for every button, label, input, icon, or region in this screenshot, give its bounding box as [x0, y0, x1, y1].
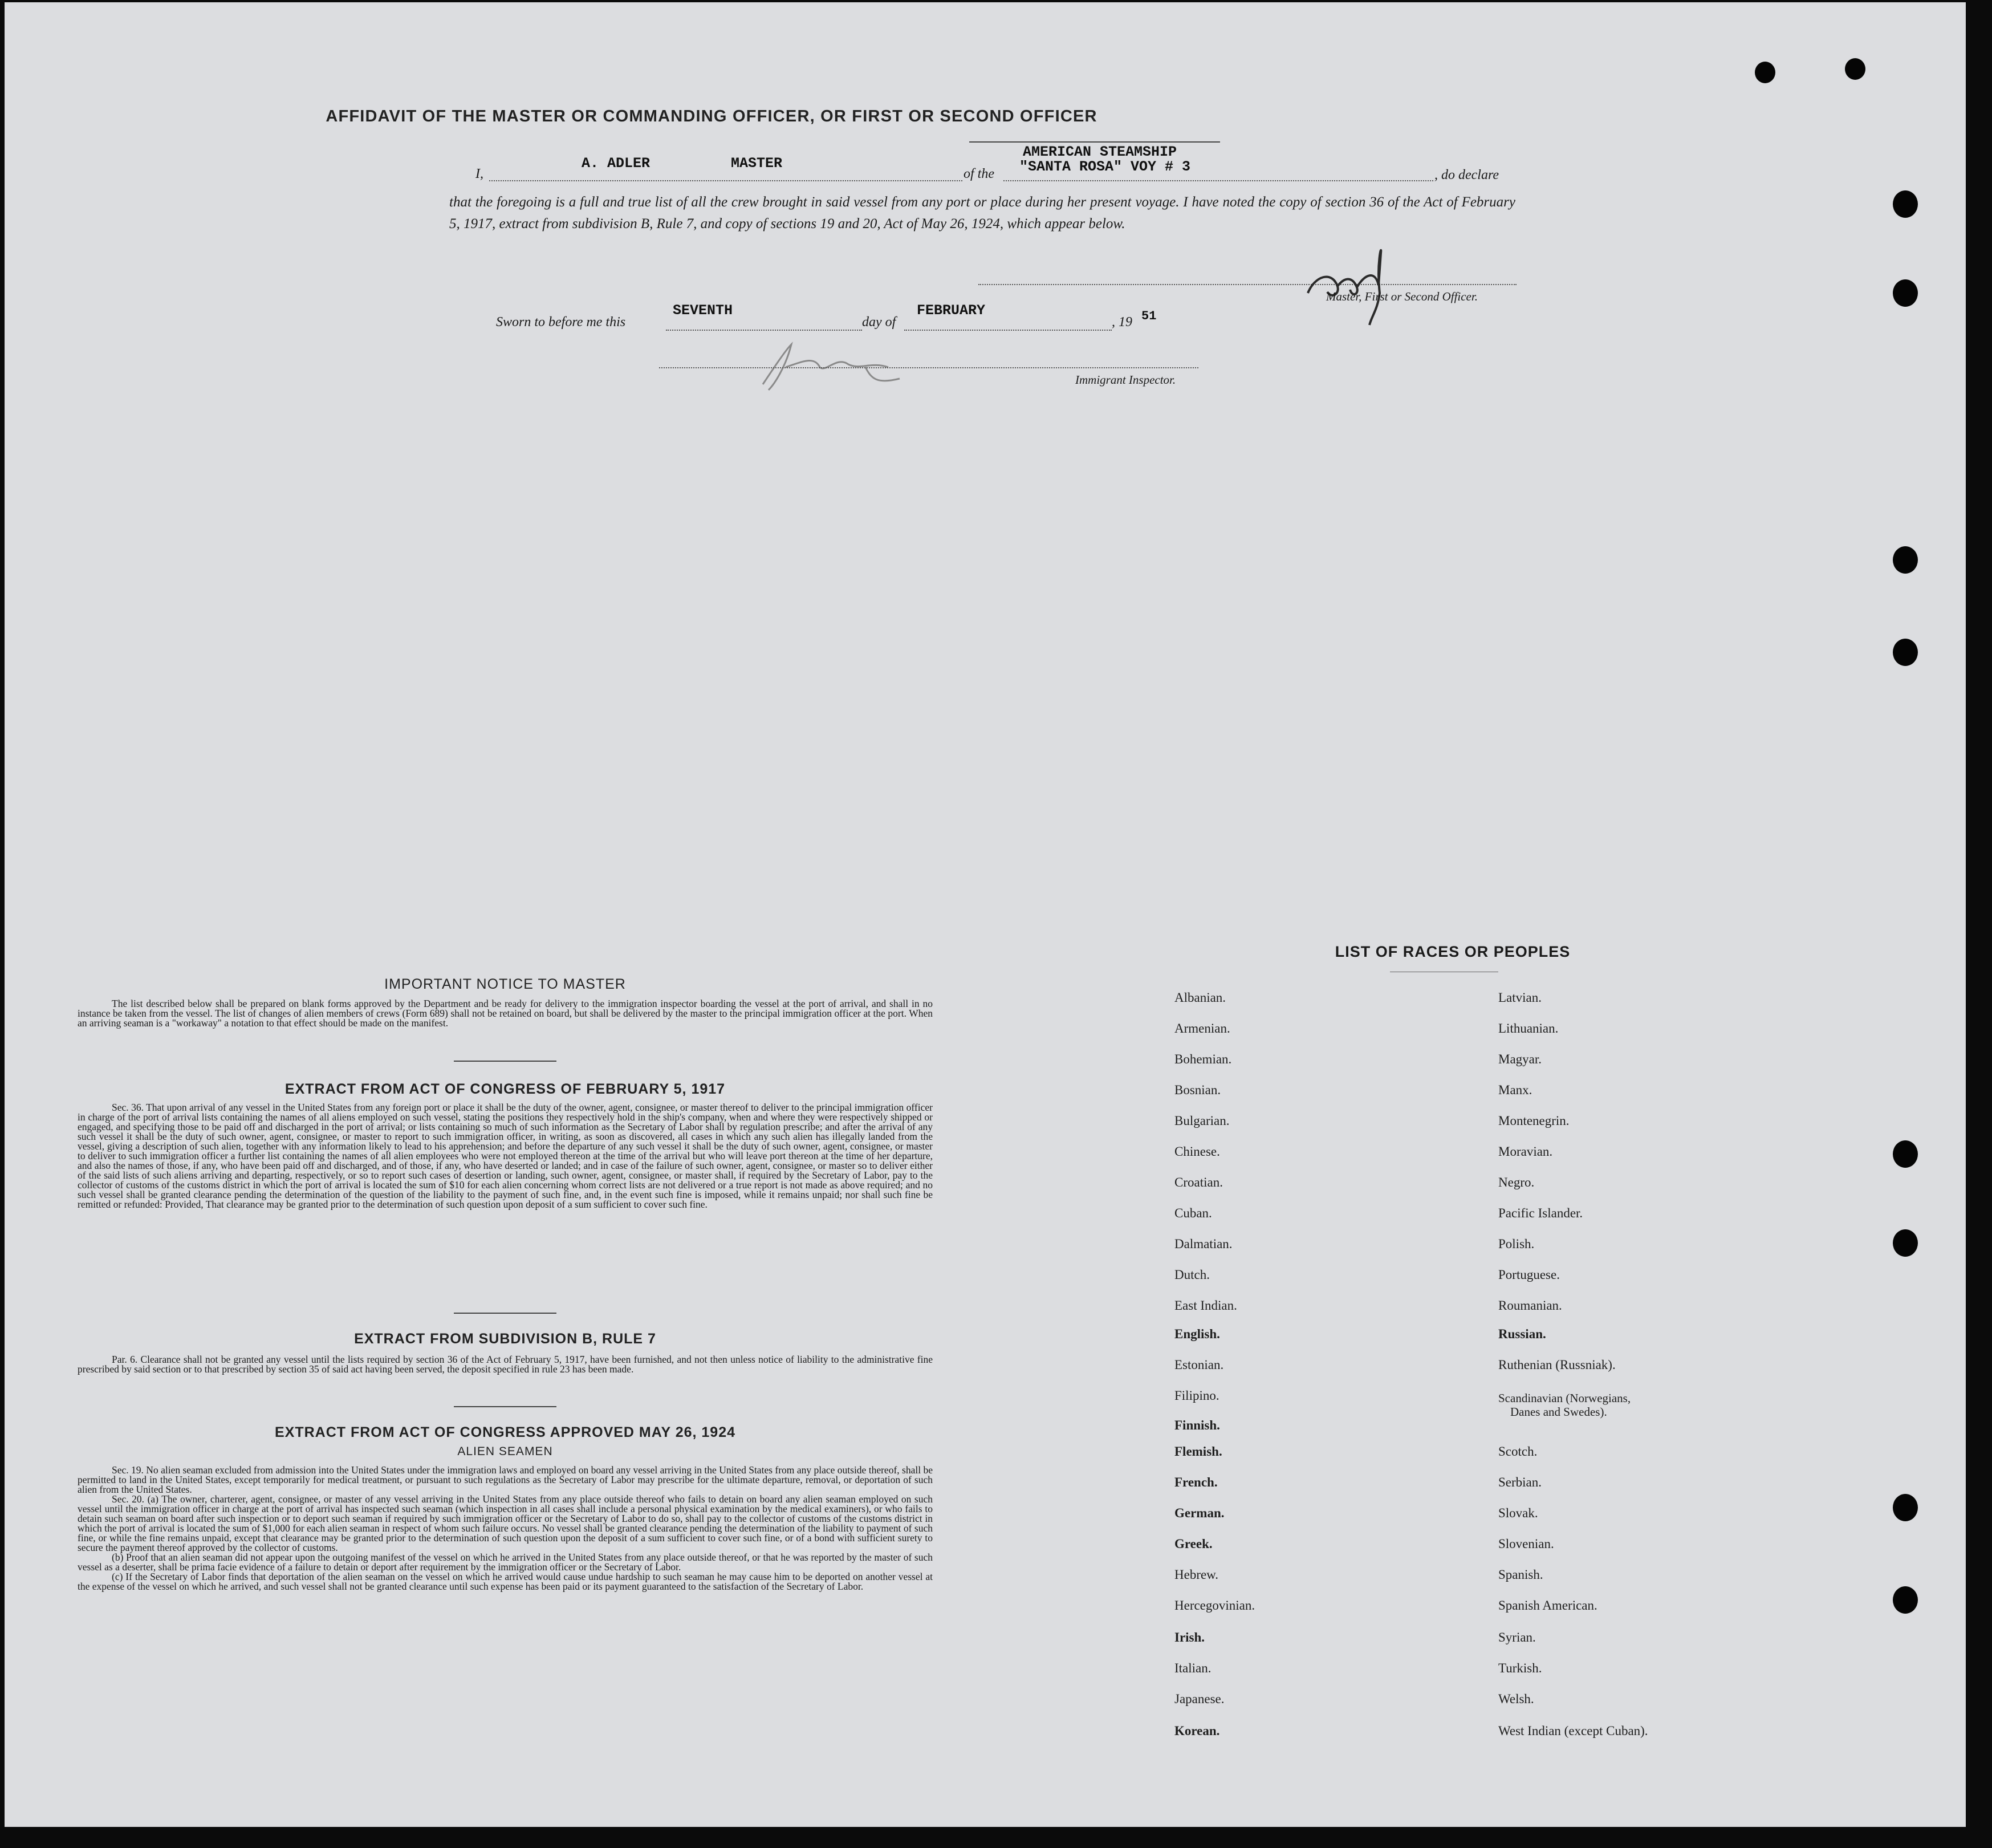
master-name: A. ADLER — [582, 155, 651, 172]
race-item: Pacific Islander. — [1498, 1206, 1583, 1220]
section-divider — [454, 1061, 556, 1062]
punch-hole-icon — [1893, 1586, 1918, 1614]
race-item: Turkish. — [1498, 1661, 1542, 1675]
race-item: Hercegovinian. — [1174, 1598, 1255, 1613]
race-item: Spanish American. — [1498, 1598, 1597, 1613]
sworn-year: 51 — [1141, 309, 1157, 323]
race-item: Bohemian. — [1174, 1052, 1232, 1066]
year-prefix: , 19 — [1112, 315, 1132, 330]
punch-hole-icon — [1893, 639, 1918, 666]
race-item: Cuban. — [1174, 1206, 1212, 1220]
race-item: Spanish. — [1498, 1567, 1543, 1582]
race-item: Chinese. — [1174, 1144, 1220, 1159]
race-item: Greek. — [1174, 1537, 1213, 1551]
section-20c-paragraph: (c) If the Secretary of Labor finds that deportation of the alien seaman on the vessel on which he arrived would cause undue hardship to such seaman he may cause him to be deported on another vessel at the expense of the vessel on which he arrived, and such vessel shall not be granted clearance until such expense has been paid or its payment guaranteed to the satisfaction of the Secretary of Labor. — [78, 1571, 933, 1592]
race-item: Irish. — [1174, 1630, 1205, 1644]
race-item: Russian. — [1498, 1327, 1546, 1341]
race-item: Albanian. — [1174, 990, 1226, 1005]
day-line — [666, 330, 862, 331]
master-signature-icon — [1298, 230, 1412, 327]
race-item: Hebrew. — [1174, 1567, 1219, 1582]
section-divider — [454, 1313, 556, 1314]
race-item: Dalmatian. — [1174, 1237, 1233, 1251]
vessel-line — [1003, 180, 1433, 181]
master-signature-line — [978, 284, 1517, 285]
notice-title: IMPORTANT NOTICE TO MASTER — [384, 976, 626, 992]
race-item: East Indian. — [1174, 1298, 1237, 1313]
race-item: English. — [1174, 1327, 1220, 1341]
extract-1924-text — [78, 1465, 933, 1591]
race-item: Negro. — [1498, 1175, 1535, 1189]
section-19-paragraph: Sec. 19. No alien seaman excluded from admission into the United States under the immigration laws and employed on board any vessel arriving in the United States from any place outside thereof, shall be permitted to land in the United States, except temporarily for medical treatment, or pursuant to such regulations as the Secretary of Labor may prescribe for the ultimate departure, removal, or deportation of such alien from the United States. — [78, 1464, 933, 1495]
race-item: German. — [1174, 1506, 1225, 1520]
sworn-month: FEBRUARY — [917, 302, 986, 319]
section-20a-paragraph: Sec. 20. (a) The owner, charterer, agent, consignee, or master of any vessel arriving in the United States from any place outside thereof who fails to detain on board any alien seaman employed on such vessel until the immigration officer in charge at the port of arrival has inspected such seaman (which inspection in all cases shall include a personal physical examination by the medical examiners), or who fails to detain such seaman on board after such inspection or to deport such seaman if required by such immigration officer or the Secretary of Labor to do so, shall pay to the collector of customs of the customs district in which the port of arrival is located the sum of $1,000 for each alien seaman in respect of whom such failure occurs. No vessel shall be granted clearance pending the determination of the liability to payment of such fine, or while the fine remains unpaid, except that clearance may be granted prior to the determination of such question upon the deposit of a sum sufficient to cover such fine, or of a bond with sufficient surety to secure the payment thereof approved by the collector of customs. — [78, 1493, 933, 1553]
sworn-day: SEVENTH — [673, 302, 733, 319]
affidavit-body: that the foregoing is a full and true list of all the crew brought in said vessel from any port or place during her present voyage. I have noted the copy of section 36 of the Act of February 5, 1917, extract from subdivision B, Rule 7, and copy of sections 19 and 20, Act of May 26, 1924, which appear below. — [449, 194, 1515, 231]
i-label: I, — [475, 166, 483, 181]
notice-text — [78, 999, 933, 1028]
section-36-paragraph: Sec. 36. That upon arrival of any vessel in the United States from any foreign port or place it shall be the duty of the owner, agent, consignee, or master thereof to deliver to the principal immigration officer in charge of the port of arrival lists containing the names of all aliens employed on such vessel, stating the positions they respectively hold in the ship's company, when and where they were respectively shipped or engaged, and specifying those to be paid off and discharged in the port of arrival; or lists containing so much of such information as the Secretary of Labor shall by regulation prescribe; and after the arrival of any such vessel it shall be the duty of such owner, agent, consignee, or master to report to such immigration officer, in writing, as soon as discovered, all cases in which any such alien has illegally landed from the vessel, giving a description of such alien, together with any information likely to lead to his apprehension; and before the departure of any such vessel it shall be the duty of such owner, agent, consignee, or master to deliver to such immigration officer a further list containing the names of all alien employees who were not employed thereon at the time of the arrival but who will leave port thereon at the time of her departure, and also the names of those, if any, who have been paid off and discharged, and of those, if any, who have deserted or landed; and in case of the failure of such owner, agent, consignee, or master so to deliver either of the said lists of such aliens arriving and departing, respectively, or so to report such cases of desertion or landing, such owner, agent, consignee, or master shall, if required by the Secretary of Labor, pay to the collector of customs of the customs district in which the port of arrival is located the sum of $10 for each alien concerning whom correct lists are not delivered or a true report is not made as above required; and no such vessel shall be granted clearance pending the determination of the question of the liability to the payment of such fine, and, in the event such fine is imposed, while it remains unpaid; nor shall such fine be remitted or refunded: Provided, That clearance may be granted prior to the determination of such question upon deposit of a sum sufficient to cover such fine. — [78, 1102, 933, 1210]
race-item: Ruthenian (Russniak). — [1498, 1358, 1616, 1372]
race-item: French. — [1174, 1475, 1218, 1489]
inspector-signature-line — [659, 367, 1198, 368]
race-item: Portuguese. — [1498, 1268, 1560, 1282]
inspector-label: Immigrant Inspector. — [1075, 373, 1176, 387]
race-item: West Indian (except Cuban). — [1498, 1724, 1648, 1738]
notice-paragraph: The list described below shall be prepared on blank forms approved by the Department and be ready for delivery to the immigration inspector boarding the vessel at the port of arrival, and shall in no instance be taken from the vessel. The list of changes of alien members of crews (Form 689) shall not be retained on board, but shall be delivered by the master to the principal immigration officer at the port. When an arriving seaman is a "workaway" a notation to that effect should be made on the manifest. — [78, 998, 933, 1029]
races-title: LIST OF RACES OR PEOPLES — [1335, 943, 1571, 960]
month-line — [904, 330, 1112, 331]
race-item: Slovenian. — [1498, 1537, 1554, 1551]
race-item: Serbian. — [1498, 1475, 1542, 1489]
punch-hole-icon — [1893, 279, 1918, 307]
punch-hole-icon — [1845, 58, 1865, 80]
section-20b-paragraph: (b) Proof that an alien seaman did not appear upon the outgoing manifest of the vessel on which he arrived in the United States from any place outside thereof, or that he was reported by the master of such vessel as a deserter, shall be prima facie evidence of a failure to detain or deport after requirement by the immigration officer or the Secretary of Labor. — [78, 1551, 933, 1573]
punch-hole-icon — [1893, 190, 1918, 218]
race-item: Korean. — [1174, 1724, 1220, 1738]
vessel-overline — [969, 141, 1220, 143]
punch-hole-icon — [1893, 1140, 1918, 1168]
race-item: Scandinavian (Norwegians, Danes and Swedes). — [1498, 1391, 1631, 1419]
name-line — [489, 180, 962, 181]
race-item: Finnish. — [1174, 1418, 1220, 1432]
race-item: Lithuanian. — [1498, 1021, 1559, 1035]
race-item: Estonian. — [1174, 1358, 1224, 1372]
master-signature-label: Master, First or Second Officer. — [1326, 290, 1478, 303]
race-item: Slovak. — [1498, 1506, 1538, 1520]
master-rank: MASTER — [731, 155, 783, 172]
vessel-line-2: "SANTA ROSA" VOY # 3 — [1019, 159, 1191, 175]
section-divider — [454, 1406, 556, 1407]
race-item: Magyar. — [1498, 1052, 1542, 1066]
par-6-paragraph: Par. 6. Clearance shall not be granted any vessel until the lists required by section 36 of the Act of February 5, 1917, have been furnished, and not then unless notice of liability to the administrative fine prescribed by said section or to that prescribed by section 35 of said act having been served, the deposit specified in rule 23 has been made. — [78, 1354, 933, 1375]
punch-hole-icon — [1893, 1229, 1918, 1257]
document-page — [5, 2, 1966, 1827]
race-item: Flemish. — [1174, 1444, 1222, 1459]
race-item: Welsh. — [1498, 1692, 1534, 1706]
race-item: Japanese. — [1174, 1692, 1225, 1706]
race-item: Filipino. — [1174, 1388, 1219, 1403]
race-item: Bulgarian. — [1174, 1114, 1230, 1128]
affidavit-title: AFFIDAVIT OF THE MASTER OR COMMANDING OFFICER, OR FIRST OR SECOND OFFICER — [326, 107, 1097, 125]
race-item: Montenegrin. — [1498, 1114, 1570, 1128]
punch-hole-icon — [1755, 62, 1775, 83]
race-item: Manx. — [1498, 1083, 1532, 1097]
race-item: Moravian. — [1498, 1144, 1553, 1159]
race-item: Scotch. — [1498, 1444, 1538, 1459]
sworn-label: Sworn to before me this — [496, 315, 626, 330]
inspector-signature-icon — [751, 333, 922, 396]
extract-1917-text — [78, 1103, 933, 1209]
race-item: Bosnian. — [1174, 1083, 1221, 1097]
race-item: Syrian. — [1498, 1630, 1536, 1644]
alien-seamen-subtitle: ALIEN SEAMEN — [457, 1445, 553, 1458]
race-item: Latvian. — [1498, 990, 1542, 1005]
race-item: Dutch. — [1174, 1268, 1210, 1282]
day-of-label: day of — [862, 315, 896, 330]
race-item: Croatian. — [1174, 1175, 1223, 1189]
race-item: Armenian. — [1174, 1021, 1230, 1035]
of-the-label: of the — [964, 166, 994, 181]
race-item: Polish. — [1498, 1237, 1535, 1251]
extract-1917-title: EXTRACT FROM ACT OF CONGRESS OF FEBRUARY 5, 1917 — [284, 1081, 726, 1097]
punch-hole-icon — [1893, 546, 1918, 574]
vessel-line-1: AMERICAN STEAMSHIP — [1023, 144, 1177, 160]
subdivision-b-text — [78, 1355, 933, 1374]
race-item: Italian. — [1174, 1661, 1212, 1675]
punch-hole-icon — [1893, 1494, 1918, 1521]
race-item: Roumanian. — [1498, 1298, 1562, 1313]
do-declare-label: , do declare — [1434, 168, 1499, 182]
subdivision-b-title: EXTRACT FROM SUBDIVISION B, RULE 7 — [354, 1331, 656, 1347]
extract-1924-title: EXTRACT FROM ACT OF CONGRESS APPROVED MAY 26, 1924 — [274, 1424, 736, 1440]
